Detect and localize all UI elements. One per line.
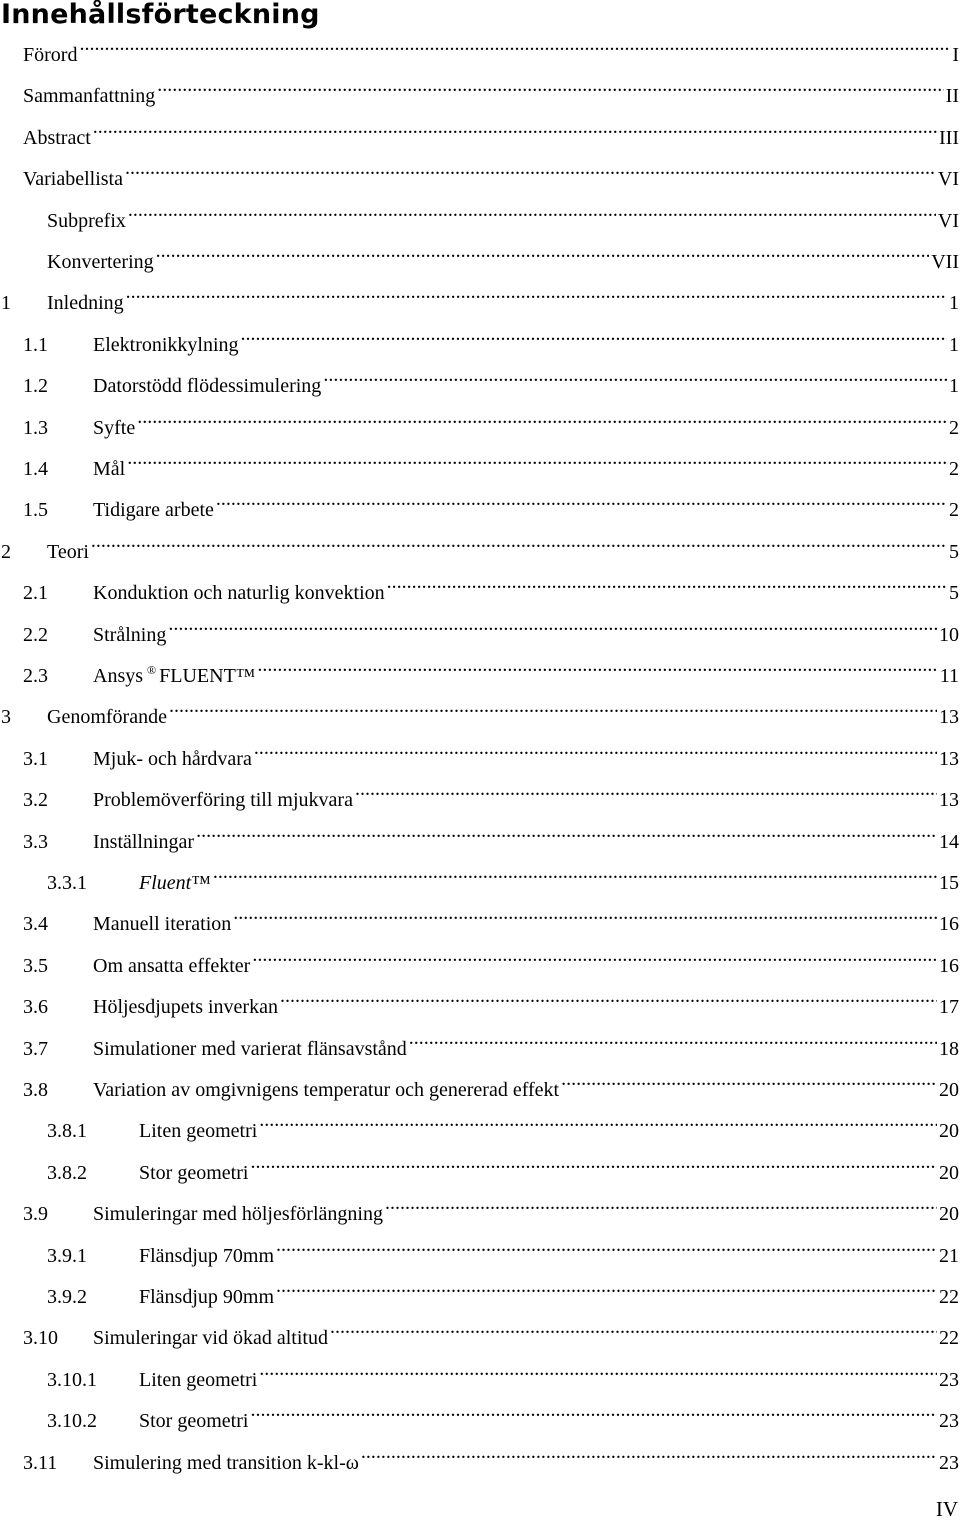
toc-entry-title <box>93 1450 359 1476</box>
toc-entry-title-text: Genomförande <box>47 706 167 728</box>
toc-entry-title <box>139 1284 274 1310</box>
toc-entry-title-text: Sammanfattning <box>23 85 156 107</box>
toc-entry-title-text: Datorstödd flödessimulering <box>93 375 322 397</box>
dot-leader <box>93 118 937 144</box>
toc-entry-number: 3.3.1 <box>47 872 87 894</box>
toc-entry-page: 21 <box>939 1245 959 1267</box>
toc-entry-title-text: Abstract <box>23 127 91 149</box>
toc-entry-title <box>93 1201 383 1227</box>
toc-entry-title-text: Simuleringar vid ökad altitud <box>93 1327 328 1349</box>
toc-entry[interactable] <box>23 1070 959 1101</box>
toc-entry-title-text: Variation av omgivnigens temperatur och genererad effekt <box>93 1079 560 1101</box>
toc-entry-title-text: Ansys <box>93 665 144 687</box>
toc-entry-title-text: Höljesdjupets inverkan <box>93 996 278 1018</box>
toc-entry-page: VI <box>937 168 959 190</box>
toc-entry[interactable] <box>23 1194 959 1225</box>
page-number: IV <box>935 1497 958 1521</box>
toc-entry-title-text: Variabellista <box>23 168 123 190</box>
toc-entry-page: I <box>952 44 959 66</box>
dot-leader <box>196 822 937 848</box>
toc-entry-title-text: Elektronikkylning <box>93 334 239 356</box>
toc-entry[interactable] <box>23 76 959 107</box>
toc-entry-title-text: Förord <box>23 44 78 66</box>
toc-entry-number: 3.10 <box>23 1327 58 1349</box>
toc-entry[interactable] <box>23 118 959 149</box>
toc-entry-page: 20 <box>939 1079 959 1101</box>
dot-leader <box>276 1277 937 1303</box>
toc-entry-title <box>93 1077 559 1103</box>
toc-entry-title-text: Inställningar <box>93 831 195 853</box>
toc-entry-page: 17 <box>939 996 959 1018</box>
toc-entry[interactable] <box>23 946 959 977</box>
toc-entry-page: 11 <box>939 665 959 687</box>
dot-leader <box>254 739 937 765</box>
toc-entry-page: II <box>945 85 959 107</box>
toc-entry-title <box>93 994 278 1020</box>
toc-entry[interactable] <box>23 1029 959 1060</box>
toc-entry[interactable] <box>47 242 959 273</box>
toc-entry-number: 3.8.2 <box>47 1162 87 1184</box>
toc-entry-number: 3.11 <box>23 1452 58 1474</box>
toc-entry-title <box>47 704 167 730</box>
toc-entry-title-suffix: FLUENT™ <box>159 665 256 687</box>
toc-entry-title <box>47 539 89 565</box>
dot-leader <box>276 1236 937 1262</box>
dot-leader <box>156 242 930 268</box>
toc-entry-page: 23 <box>939 1410 959 1432</box>
toc-entry[interactable] <box>23 656 959 687</box>
toc-entry-title-text: Inledning <box>47 292 124 314</box>
toc-entry-title-text: Konduktion och naturlig konvektion <box>93 582 385 604</box>
toc-entry-number: 1 <box>1 292 11 314</box>
toc-entry-title-text: Simuleringar med höljesförlängning <box>93 1203 383 1225</box>
toc-entry-number: 1.3 <box>23 417 48 439</box>
toc-entry-page: 2 <box>949 458 959 480</box>
toc-entry-page: 22 <box>939 1286 959 1308</box>
dot-leader <box>169 697 937 723</box>
toc-entry-title-text: Strålning <box>93 624 167 646</box>
dot-leader <box>213 863 937 889</box>
toc-entry-title-text: Simulering med transition k-kl-ω <box>93 1452 359 1474</box>
toc-entry-number: 3.9 <box>23 1203 48 1225</box>
toc-entry-number: 3.3 <box>23 831 48 853</box>
toc-entry-title-text: Om ansatta effekter <box>93 955 251 977</box>
toc-entry-number: 3.10.1 <box>47 1369 97 1391</box>
dot-leader <box>79 35 950 61</box>
toc-entry-title <box>23 83 155 109</box>
toc-entry-title-text: Simulationer med varierat flänsavstånd <box>93 1038 407 1060</box>
toc-entry-title <box>93 787 353 813</box>
toc-entry-page: 18 <box>939 1038 959 1060</box>
toc-entry-title <box>139 1160 248 1186</box>
toc-entry-page: 1 <box>949 334 959 356</box>
toc-entry-title-text: Flänsdjup 70mm <box>139 1245 275 1267</box>
toc-entry[interactable] <box>47 863 959 894</box>
toc-entry-title <box>47 290 124 316</box>
toc-entry[interactable] <box>23 408 959 439</box>
toc-entry-title-text: Stor geometri <box>139 1410 249 1432</box>
toc-entry[interactable] <box>23 449 959 480</box>
toc-entry-title <box>139 1408 248 1434</box>
dot-leader <box>561 1070 937 1096</box>
toc-entry-title <box>93 911 231 937</box>
toc-entry-number: 3.6 <box>23 996 48 1018</box>
dot-leader <box>385 1194 937 1220</box>
toc-entry[interactable] <box>23 366 959 397</box>
toc-entry-number: 3.4 <box>23 913 48 935</box>
toc-entry-title-suffix: ™ <box>191 872 211 894</box>
dot-leader <box>125 159 936 185</box>
toc-entry[interactable] <box>23 1443 959 1474</box>
dot-leader <box>216 490 947 516</box>
toc-entry-number: 1.5 <box>23 499 48 521</box>
toc-entry-title <box>23 42 77 68</box>
toc-entry[interactable] <box>23 325 959 356</box>
toc-entry-title-text: Liten geometri <box>139 1120 258 1142</box>
toc-entry[interactable] <box>23 739 959 770</box>
toc-entry-page: 20 <box>939 1203 959 1225</box>
toc-entry[interactable] <box>47 1236 959 1267</box>
toc-entry-number: 2 <box>1 541 11 563</box>
toc-entry-number: 3.2 <box>23 789 48 811</box>
dot-leader <box>126 283 947 309</box>
toc-entry-title <box>93 580 385 606</box>
toc-entry-title <box>93 415 135 441</box>
toc-entry[interactable] <box>47 1111 959 1142</box>
toc-entry-title <box>93 1036 407 1062</box>
toc-entry-page: 2 <box>949 499 959 521</box>
toc-entry-page: 22 <box>939 1327 959 1349</box>
toc-entry-number: 3.10.2 <box>47 1410 97 1432</box>
toc-entry-title-text: Tidigare arbete <box>93 499 214 521</box>
toc-entry[interactable] <box>47 1277 959 1308</box>
toc-entry-number: 3.9.2 <box>47 1286 87 1308</box>
toc-entry-number: 3.5 <box>23 955 48 977</box>
toc-entry[interactable] <box>23 490 959 521</box>
dot-leader <box>168 615 937 641</box>
toc-entry-number: 3.7 <box>23 1038 48 1060</box>
dot-leader <box>387 573 947 599</box>
dot-leader <box>355 780 937 806</box>
toc-entry-title <box>93 456 125 482</box>
toc-entry-page: VII <box>931 251 959 273</box>
toc-entry-title-text: Stor geometri <box>139 1162 249 1184</box>
toc-entry[interactable] <box>23 615 959 646</box>
toc-entry[interactable] <box>23 822 959 853</box>
dot-leader <box>252 946 937 972</box>
toc-entry-title-text: Mjuk- och hårdvara <box>93 748 252 770</box>
toc-entry-number: 3.1 <box>23 748 48 770</box>
toc-entry-title <box>93 622 166 648</box>
toc-entry-title <box>93 657 255 689</box>
toc-entry-number: 3 <box>1 706 11 728</box>
toc-entry-number: 1.2 <box>23 375 48 397</box>
toc-entry-title <box>93 373 321 399</box>
toc-entry-number: 1.4 <box>23 458 48 480</box>
toc-entry-title <box>23 125 91 151</box>
toc-entry-title-text: Subprefix <box>47 210 126 232</box>
toc-entry-page: III <box>939 127 959 149</box>
toc-entry-title <box>93 953 250 979</box>
toc-entry-number: 2.3 <box>23 665 48 687</box>
toc-entry-page: 16 <box>939 955 959 977</box>
dot-leader <box>361 1443 937 1469</box>
toc-entry-title <box>93 1325 328 1351</box>
toc-entry-title-text: Mål <box>93 458 126 480</box>
toc-entry[interactable] <box>23 780 959 811</box>
toc-entry-page: 13 <box>939 706 959 728</box>
dot-leader <box>250 1153 937 1179</box>
toc-entry-number: 2.2 <box>23 624 48 646</box>
toc-entry-title <box>139 1243 274 1269</box>
toc-entry[interactable] <box>47 1153 959 1184</box>
dot-leader <box>330 1318 937 1344</box>
dot-leader <box>409 1029 937 1055</box>
toc-entry-page: VI <box>937 210 959 232</box>
dot-leader <box>259 1111 937 1137</box>
toc-entry-title-text: Problemöverföring till mjukvara <box>93 789 353 811</box>
toc-entry-page: 5 <box>949 541 959 563</box>
toc-entry[interactable] <box>23 1318 959 1349</box>
toc-entry-page: 2 <box>949 417 959 439</box>
dot-leader <box>157 76 943 102</box>
toc-entry-number: 3.8.1 <box>47 1120 87 1142</box>
toc-entry-page: 13 <box>939 748 959 770</box>
toc-entry-title <box>93 332 239 358</box>
toc-entry-page: 5 <box>949 582 959 604</box>
toc-entry[interactable] <box>1 532 959 563</box>
dot-leader <box>257 656 937 682</box>
toc-entry-title-text: Flänsdjup 90mm <box>139 1286 275 1308</box>
toc-entry[interactable] <box>47 1401 959 1432</box>
toc-entry-page: 20 <box>939 1120 959 1142</box>
dot-leader <box>127 449 947 475</box>
toc-entry[interactable] <box>23 987 959 1018</box>
toc-entry-title-text: Teori <box>47 541 89 563</box>
toc-entry[interactable] <box>23 35 959 66</box>
toc-entry-title-text: Konvertering <box>47 251 154 273</box>
toc-entry[interactable] <box>1 283 959 314</box>
toc-entry-page: 13 <box>939 789 959 811</box>
toc-entry-title-text: Manuell iteration <box>93 913 232 935</box>
toc-entry-number: 1.1 <box>23 334 48 356</box>
toc-entry-page: 1 <box>949 375 959 397</box>
dot-leader <box>137 408 947 434</box>
toc-entry[interactable] <box>47 201 959 232</box>
toc-entry-title <box>139 870 211 896</box>
toc-entry-page: 15 <box>939 872 959 894</box>
dot-leader <box>128 201 936 227</box>
toc-entry-number: 3.8 <box>23 1079 48 1101</box>
dot-leader <box>259 1360 937 1386</box>
toc-entry-title <box>47 208 126 234</box>
toc-entry[interactable] <box>23 573 959 604</box>
toc-entry-page: 14 <box>939 831 959 853</box>
toc-entry-title <box>139 1367 257 1393</box>
toc-entry-title <box>93 497 214 523</box>
toc-entry[interactable] <box>47 1360 959 1391</box>
toc-entry[interactable] <box>1 697 959 728</box>
toc-entry-title <box>93 746 252 772</box>
toc-entry-page: 16 <box>939 913 959 935</box>
toc-entry-number: 2.1 <box>23 582 48 604</box>
toc-entry-title <box>47 249 154 275</box>
toc-entry-title-text: Fluent <box>139 872 192 894</box>
toc-entry-page: 23 <box>939 1452 959 1474</box>
toc-entry[interactable] <box>23 904 959 935</box>
toc-entry-number: 3.9.1 <box>47 1245 87 1267</box>
toc-entry-title <box>23 166 123 192</box>
toc-entry-title <box>139 1118 257 1144</box>
dot-leader <box>280 987 937 1013</box>
toc-entry-page: 20 <box>939 1162 959 1184</box>
toc-entry-title-text: Liten geometri <box>139 1369 258 1391</box>
dot-leader <box>250 1401 937 1427</box>
toc-entry-page: 1 <box>949 292 959 314</box>
toc-heading: Innehållsförteckning <box>1 0 320 30</box>
dot-leader <box>241 325 947 351</box>
toc-entry-title <box>93 829 194 855</box>
toc-entry-title-text: Syfte <box>93 417 136 439</box>
toc-entry-page: 23 <box>939 1369 959 1391</box>
dot-leader <box>233 904 937 930</box>
registered-mark: ® <box>147 663 157 677</box>
toc-entry[interactable] <box>23 159 959 190</box>
toc-entry-page: 10 <box>939 624 959 646</box>
dot-leader <box>323 366 947 392</box>
dot-leader <box>91 532 947 558</box>
